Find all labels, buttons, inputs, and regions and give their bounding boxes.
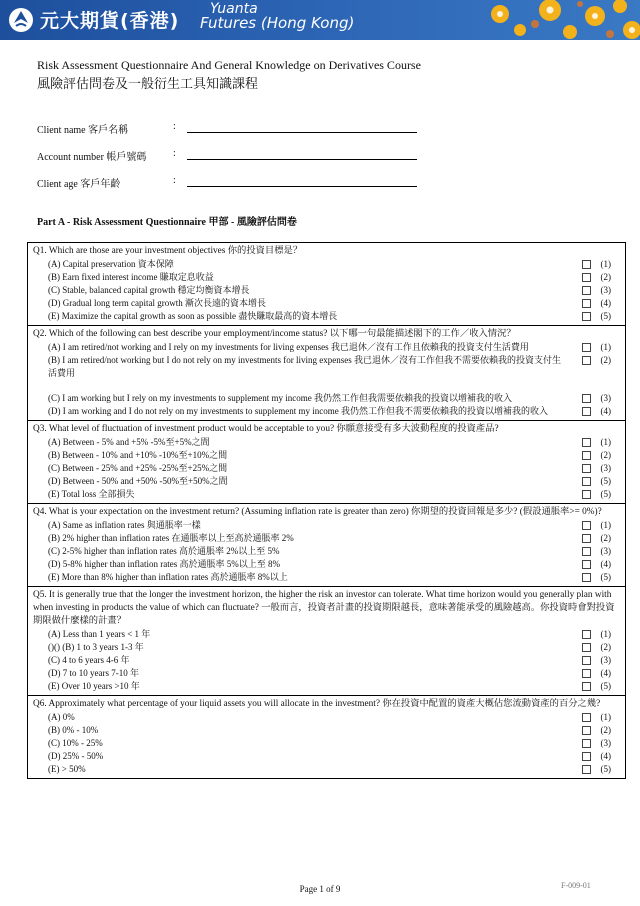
option-score: (3) (600, 463, 611, 473)
answer-option[interactable] (33, 558, 621, 571)
checkbox[interactable] (582, 573, 591, 582)
option-score: (4) (600, 298, 611, 308)
client-name-label: Client name 客戶名稱 (37, 125, 129, 136)
option-score: (2) (600, 355, 611, 365)
option-score: (2) (600, 450, 611, 460)
answer-option[interactable] (33, 711, 621, 724)
option-score: (5) (600, 681, 611, 691)
account-number-label: Account number 帳戶號碼 (37, 152, 147, 163)
option-label: (E) Maximize the capital growth as soon as possible 盡快賺取最高的資本增長 (48, 311, 338, 321)
option-score: (2) (600, 272, 611, 282)
answer-option[interactable] (33, 724, 621, 737)
option-label: (E) > 50% (48, 764, 86, 774)
option-label: (C) Between - 25% and +25% -25%至+25%之間 (48, 463, 228, 473)
answer-option[interactable] (33, 571, 621, 584)
answer-option[interactable] (33, 750, 621, 763)
option-score: (1) (600, 712, 611, 722)
option-label: (D) 5-8% higher than inflation rates 高於通脹率 5%以上至 8% (48, 559, 280, 569)
answer-option[interactable] (33, 545, 621, 558)
checkbox[interactable] (582, 273, 591, 282)
checkbox[interactable] (582, 438, 591, 447)
client-age-label: Client age 客戶年齡 (37, 179, 121, 190)
answer-option[interactable] (33, 310, 621, 323)
option-label: ()() (B) 1 to 3 years 1-3 年 (48, 642, 144, 652)
checkbox[interactable] (582, 630, 591, 639)
option-score: (2) (600, 533, 611, 543)
question-text: Q1. Which are those are your investment objectives 你的投資目標是？ (33, 246, 303, 256)
option-label: (C) Stable, balanced capital growth 穩定均衡資本增長 (48, 285, 250, 295)
checkbox[interactable] (582, 656, 591, 665)
checkbox[interactable] (582, 490, 591, 499)
answer-option[interactable] (33, 436, 621, 449)
answer-option[interactable] (33, 680, 621, 693)
option-score: (1) (600, 520, 611, 530)
checkbox[interactable] (582, 477, 591, 486)
option-score: (3) (600, 546, 611, 556)
colon: : (173, 175, 176, 186)
option-label: (C) 10% - 25% (48, 738, 103, 748)
answer-option[interactable] (33, 271, 621, 284)
page-number: Page 1 of 9 (299, 884, 341, 894)
option-label: (A) Same as inflation rates 與通脹率一樣 (48, 520, 201, 530)
question-text: Q6. Approximately what percentage of your liquid assets you will allocate in the investment? 你在投資中配置的資產大概佔您流動資產的百分之幾? (33, 699, 601, 709)
option-label: (A) Between - 5% and +5% -5%至+5%之間 (48, 437, 210, 447)
option-score: (3) (600, 655, 611, 665)
option-label: (B) Between - 10% and +10% -10%至+10%之間 (48, 450, 228, 460)
option-label: (B) 0% - 10% (48, 725, 99, 735)
answer-option[interactable] (33, 737, 621, 750)
answer-option[interactable] (33, 405, 621, 418)
brand-name-cn: 元大期貨(香港) (40, 10, 180, 32)
checkbox[interactable] (582, 521, 591, 530)
option-score: (1) (600, 259, 611, 269)
answer-option[interactable] (33, 488, 621, 501)
checkbox[interactable] (582, 560, 591, 569)
option-label: (A) I am retired/not working and I rely on my investments for living expenses 我已退休／沒有工作且依賴我的投資支付生活費用 (48, 342, 529, 352)
question-text: Q2. Which of the following can best describe your employment/income status? 以下哪一句最能描述閣下的工作／收入情況？ (33, 329, 516, 339)
checkbox[interactable] (582, 312, 591, 321)
answer-option[interactable] (33, 475, 621, 488)
checkbox[interactable] (582, 682, 591, 691)
option-label: (C) I am working but I rely on my investments to supplement my income 我仍然工作但我需要依賴我的投資以增補我的收入 (48, 393, 512, 403)
option-score: (5) (600, 572, 611, 582)
answer-option[interactable] (33, 628, 621, 641)
flower-decoration-icon (410, 0, 640, 40)
option-label: (A) Capital preservation 資本保障 (48, 259, 174, 269)
option-label: (B) Earn fixed interest income 賺取定息收益 (48, 272, 214, 282)
option-score: (5) (600, 311, 611, 321)
question-block (28, 420, 625, 503)
question-text: Q5. It is generally true that the longer the investment horizon, the higher the risk an investor can tolerate. What time horizon would you generally plan with when investing in products the value of which can fluctuate? 一般而言，投資者計畫的投資期限越長，意味著能承受的風險越高。你投資時會對投資期限做什麼樣的計畫？ (33, 590, 615, 626)
answer-option[interactable] (33, 462, 621, 475)
question-block (28, 695, 625, 778)
checkbox[interactable] (582, 547, 591, 556)
checkbox[interactable] (582, 752, 591, 761)
option-score: (2) (600, 642, 611, 652)
option-label: (E) More than 8% higher than inflation rates 高於通脹率 8%以上 (48, 572, 288, 582)
document-title-en: Risk Assessment Questionnaire And General Knowledge on Derivatives Course (37, 58, 421, 72)
answer-option[interactable] (33, 763, 621, 776)
checkbox[interactable] (582, 451, 591, 460)
answer-option[interactable] (33, 519, 621, 532)
question-block (28, 325, 625, 420)
checkbox[interactable] (582, 669, 591, 678)
option-score: (4) (600, 406, 611, 416)
option-label: (A) 0% (48, 712, 75, 722)
client-name-line[interactable] (187, 132, 417, 133)
answer-option[interactable] (33, 532, 621, 545)
account-number-line[interactable] (187, 159, 417, 160)
account-number-field[interactable] (37, 148, 387, 162)
answer-option[interactable] (33, 284, 621, 297)
questionnaire-table (27, 242, 626, 779)
question-text: Q3. What level of fluctuation of investment product would be acceptable to you? 你願意接受有多大波動程度的投資產品? (33, 424, 499, 434)
option-score: (3) (600, 285, 611, 295)
option-score: (5) (600, 764, 611, 774)
client-name-field[interactable] (37, 121, 387, 135)
form-code: F-009-01 (561, 881, 591, 890)
option-label: (A) Less than 1 years < 1 年 (48, 629, 151, 639)
answer-option[interactable] (33, 341, 621, 354)
question-text: Q4. What is your expectation on the investment return? (Assuming inflation rate is greater than zero) 你期望的投資回報是多少? (假設通脹率>= 0%)? (33, 507, 602, 517)
option-score: (1) (600, 437, 611, 447)
client-age-line[interactable] (187, 186, 417, 187)
option-label: (E) Total loss 全部損失 (48, 489, 135, 499)
checkbox[interactable] (582, 765, 591, 774)
checkbox[interactable] (582, 286, 591, 295)
checkbox[interactable] (582, 407, 591, 416)
part-a-heading: Part A - Risk Assessment Questionnaire 甲部 - 風險評估問卷 (37, 217, 297, 228)
option-label: (D) 25% - 50% (48, 751, 104, 761)
option-label: (C) 2-5% higher than inflation rates 高於通脹率 2%以上至 5% (48, 546, 280, 556)
option-score: (4) (600, 751, 611, 761)
option-score: (4) (600, 559, 611, 569)
client-age-field[interactable] (37, 175, 387, 189)
document-title-cn: 風險評估問卷及一般衍生工具知識課程 (37, 77, 259, 92)
checkbox[interactable] (582, 713, 591, 722)
header-banner (0, 0, 640, 40)
option-score: (1) (600, 629, 611, 639)
option-score: (2) (600, 725, 611, 735)
answer-option[interactable] (33, 392, 621, 405)
question-block (28, 243, 625, 325)
checkbox[interactable] (582, 534, 591, 543)
checkbox[interactable] (582, 356, 591, 365)
question-block (28, 503, 625, 586)
checkbox[interactable] (582, 260, 591, 269)
checkbox[interactable] (582, 464, 591, 473)
yuanta-logo-icon (8, 7, 34, 33)
answer-option[interactable] (33, 641, 621, 654)
answer-option[interactable] (33, 297, 621, 310)
colon: : (173, 121, 176, 132)
checkbox[interactable] (582, 343, 591, 352)
question-block (28, 586, 625, 695)
answer-option[interactable] (33, 654, 621, 667)
option-label: (E) Over 10 years >10 年 (48, 681, 140, 691)
option-score: (3) (600, 393, 611, 403)
option-label: (D) Gradual long term capital growth 漸次長遠的資本增長 (48, 298, 266, 308)
option-label: (D) Between - 50% and +50% -50%至+50%之間 (48, 476, 228, 486)
checkbox[interactable] (582, 299, 591, 308)
checkbox[interactable] (582, 643, 591, 652)
checkbox[interactable] (582, 739, 591, 748)
option-label: (B) I am retired/not working but I do not rely on my investments for living expenses 我已退休／沒有工作但我不需要依賴我的投資支付生活費用 (48, 355, 561, 378)
option-score: (1) (600, 342, 611, 352)
answer-option[interactable] (33, 354, 621, 380)
answer-option[interactable] (33, 449, 621, 462)
option-label: (D) 7 to 10 years 7-10 年 (48, 668, 139, 678)
option-label: (D) I am working and I do not rely on my investments to supplement my income 我仍然工作但我不需要依賴我的投資以增補我的收入 (48, 406, 548, 416)
option-score: (5) (600, 476, 611, 486)
option-score: (4) (600, 668, 611, 678)
option-label: (C) 4 to 6 years 4-6 年 (48, 655, 130, 665)
checkbox[interactable] (582, 394, 591, 403)
checkbox[interactable] (582, 726, 591, 735)
answer-option[interactable] (33, 258, 621, 271)
option-label: (B) 2% higher than inflation rates 在通脹率以上至高於通脹率 2% (48, 533, 294, 543)
colon: : (173, 148, 176, 159)
answer-option[interactable] (33, 667, 621, 680)
option-score: (3) (600, 738, 611, 748)
option-score: (5) (600, 489, 611, 499)
brand-name-en: Yuanta Futures (Hong Kong) (200, 1, 355, 32)
